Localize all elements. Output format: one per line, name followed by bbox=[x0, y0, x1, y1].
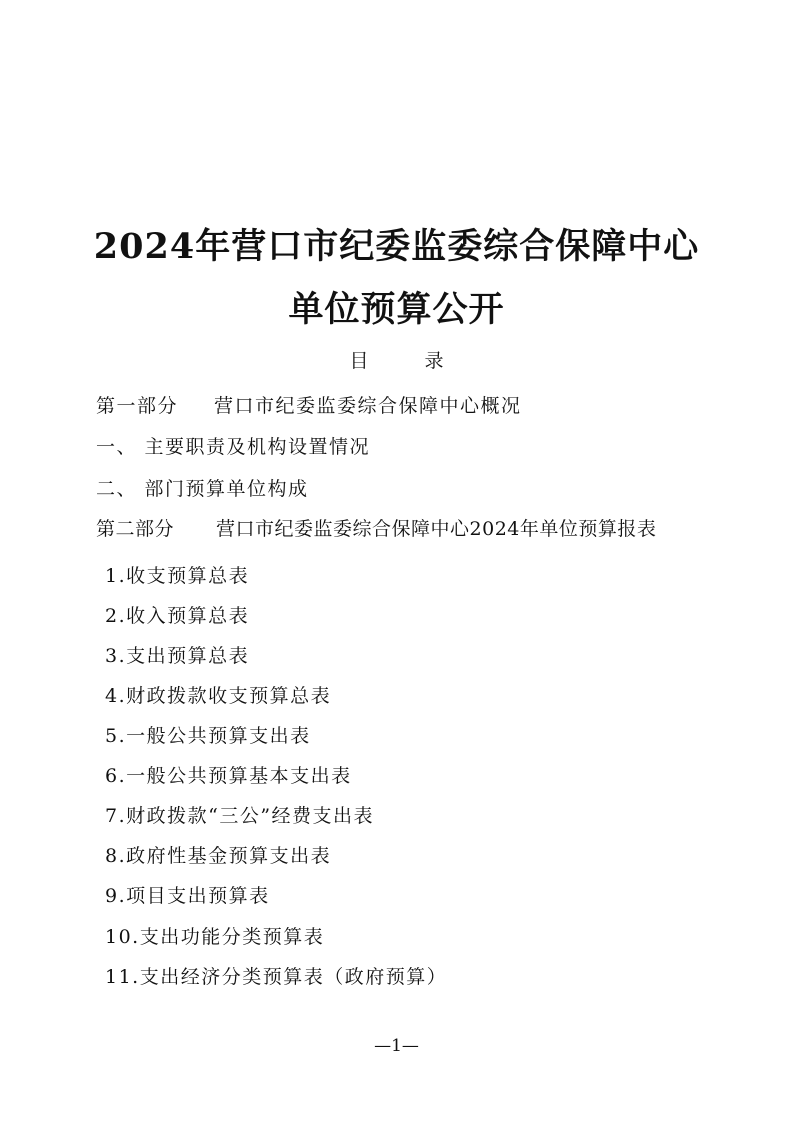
document-title-line-1: 2024年营口市纪委监委综合保障中心 bbox=[93, 226, 700, 267]
toc-part-2 bbox=[96, 520, 656, 539]
document-title-line-2: 单位预算公开 bbox=[288, 289, 505, 330]
toc-part-2-text: 营口市纪委监委综合保障中心2024年单位预算报表 bbox=[216, 518, 657, 540]
page-number: —1— bbox=[374, 1036, 419, 1056]
toc-section-2: 二、 部门预算单位构成 bbox=[96, 478, 309, 500]
toc-part-1-label: 第一部分 bbox=[96, 395, 179, 417]
toc-part-1 bbox=[96, 397, 522, 416]
toc-item: 10.支出功能分类预算表 bbox=[105, 926, 325, 948]
toc-item: 5.一般公共预算支出表 bbox=[105, 725, 311, 747]
toc-item: 11.支出经济分类预算表（政府预算） bbox=[105, 966, 448, 988]
toc-item: 8.政府性基金预算支出表 bbox=[105, 845, 332, 867]
toc-section-1: 一、 主要职责及机构设置情况 bbox=[96, 436, 371, 458]
toc-part-2-label: 第二部分 bbox=[96, 518, 175, 540]
toc-item: 1.收支预算总表 bbox=[105, 565, 250, 587]
toc-item: 3.支出预算总表 bbox=[105, 645, 250, 667]
toc-part-1-text: 营口市纪委监委综合保障中心概况 bbox=[214, 395, 522, 417]
toc-heading-left: 目 bbox=[349, 350, 369, 372]
toc-item: 4.财政拨款收支预算总表 bbox=[105, 685, 332, 707]
toc-heading-right: 录 bbox=[424, 350, 444, 372]
toc-item: 9.项目支出预算表 bbox=[105, 885, 270, 907]
toc-item: 7.财政拨款“三公”经费支出表 bbox=[105, 805, 375, 827]
toc-heading bbox=[0, 352, 793, 371]
toc-item: 6.一般公共预算基本支出表 bbox=[105, 765, 352, 787]
toc-item: 2.收入预算总表 bbox=[105, 605, 250, 627]
